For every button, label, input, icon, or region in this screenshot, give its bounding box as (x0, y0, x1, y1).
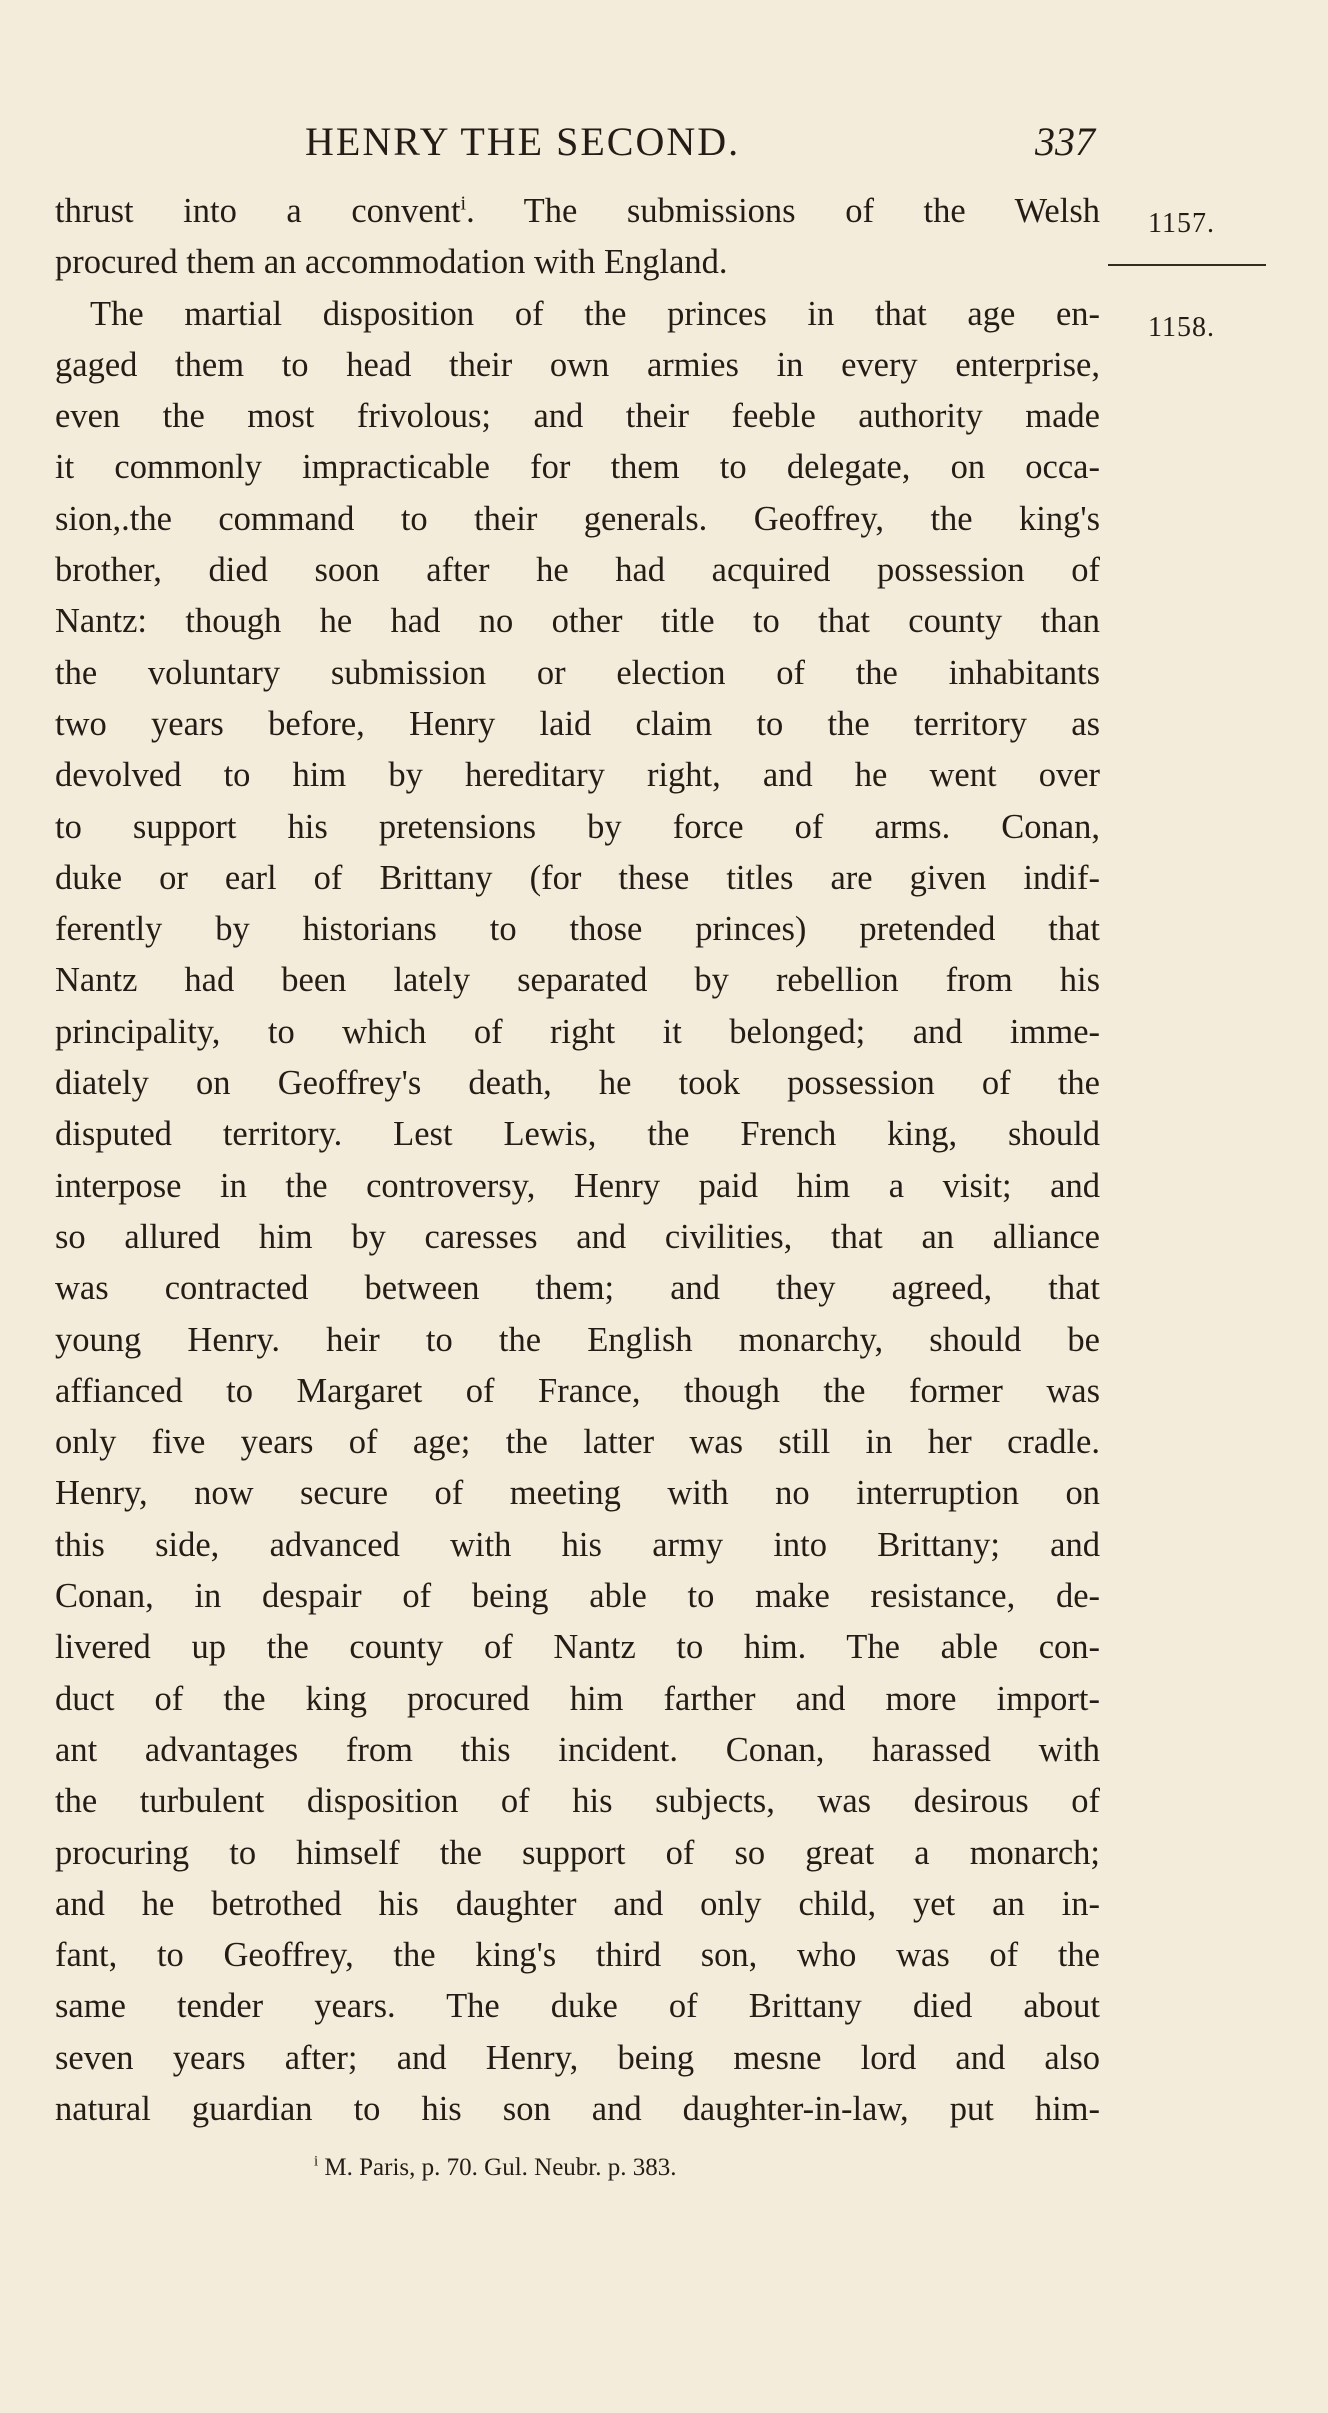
text-line: gaged them to head their own armies in every enterprise, (55, 345, 1100, 384)
text-line: the voluntary submission or election of the inhabitants (55, 653, 1100, 692)
chapter-title: HENRY THE SECOND. (305, 119, 741, 164)
text-line: two years before, Henry laid claim to the territory as (55, 704, 1100, 743)
text-line: and he betrothed his daughter and only child, yet an in- (55, 1884, 1100, 1923)
text-line: brother, died soon after he had acquired possession of (55, 551, 1100, 590)
text-line: so allured him by caresses and civilities, that an alliance (55, 1217, 1100, 1256)
text-line: procured them an accommodation with England. (55, 243, 728, 282)
page-number: 337 (1035, 119, 1095, 164)
footnote-marker: i (314, 2153, 319, 2170)
text-line: interpose in the controversy, Henry paid him a visit; and (55, 1166, 1100, 1205)
line-text-continuation: . The submissions of the Welsh (466, 192, 1100, 230)
text-line: diately on Geoffrey's death, he took possession of the (55, 1064, 1100, 1103)
text-line: Nantz had been lately separated by rebellion from his (55, 961, 1100, 1000)
line-text: thrust into a convent (55, 192, 461, 230)
footnote-text: M. Paris, p. 70. Gul. Neubr. p. 383. (324, 2154, 677, 2181)
text-line: it commonly impracticable for them to delegate, on occa- (55, 448, 1100, 487)
footnote (314, 2148, 677, 2188)
text-line: to support his pretensions by force of arms. Conan, (55, 807, 1100, 846)
running-head (305, 112, 1095, 172)
text-line: livered up the county of Nantz to him. The able con- (55, 1628, 1100, 1667)
footnote-reference: i (460, 192, 467, 215)
text-line: ant advantages from this incident. Conan, harassed with (55, 1730, 1100, 1769)
text-line: affianced to Margaret of France, though the former was (55, 1371, 1100, 1410)
text-line: same tender years. The duke of Brittany died about (55, 1987, 1100, 2026)
text-line: only five years of age; the latter was still in her cradle. (55, 1423, 1100, 1462)
body-text (55, 186, 1100, 2135)
text-line: devolved to him by hereditary right, and he went over (55, 756, 1100, 795)
text-line: Nantz: though he had no other title to that county than (55, 602, 1100, 641)
margin-year-1157: 1157. (1148, 208, 1215, 239)
text-line: the turbulent disposition of his subjects, was desirous of (55, 1782, 1100, 1821)
text-line: sion,.the command to their generals. Geoffrey, the king's (55, 499, 1100, 538)
text-line: Henry, now secure of meeting with no interruption on (55, 1474, 1100, 1513)
text-line: duke or earl of Brittany (for these titles are given indif- (55, 858, 1100, 897)
margin-year-1158: 1158. (1148, 312, 1215, 343)
margin-divider (1108, 264, 1266, 266)
text-line: ferently by historians to those princes) pretended that (55, 910, 1100, 949)
text-line: this side, advanced with his army into Brittany; and (55, 1525, 1100, 1564)
text-line: was contracted between them; and they agreed, that (55, 1269, 1100, 1308)
text-line (55, 186, 1100, 237)
text-line: young Henry. heir to the English monarchy, should be (55, 1320, 1100, 1359)
text-line: seven years after; and Henry, being mesne lord and also (55, 2038, 1100, 2077)
text-line: fant, to Geoffrey, the king's third son, who was of the (55, 1936, 1100, 1975)
text-line: Conan, in despair of being able to make resistance, de- (55, 1577, 1100, 1616)
text-line: even the most frivolous; and their feeble authority made (55, 397, 1100, 436)
text-line: The martial disposition of the princes in that age en- (90, 294, 1100, 333)
text-line: procuring to himself the support of so great a monarch; (55, 1833, 1100, 1872)
text-line: disputed territory. Lest Lewis, the French king, should (55, 1115, 1100, 1154)
text-line: natural guardian to his son and daughter-in-law, put him- (55, 2089, 1100, 2128)
text-line: principality, to which of right it belonged; and imme- (55, 1012, 1100, 1051)
text-line: duct of the king procured him farther and more import- (55, 1679, 1100, 1718)
